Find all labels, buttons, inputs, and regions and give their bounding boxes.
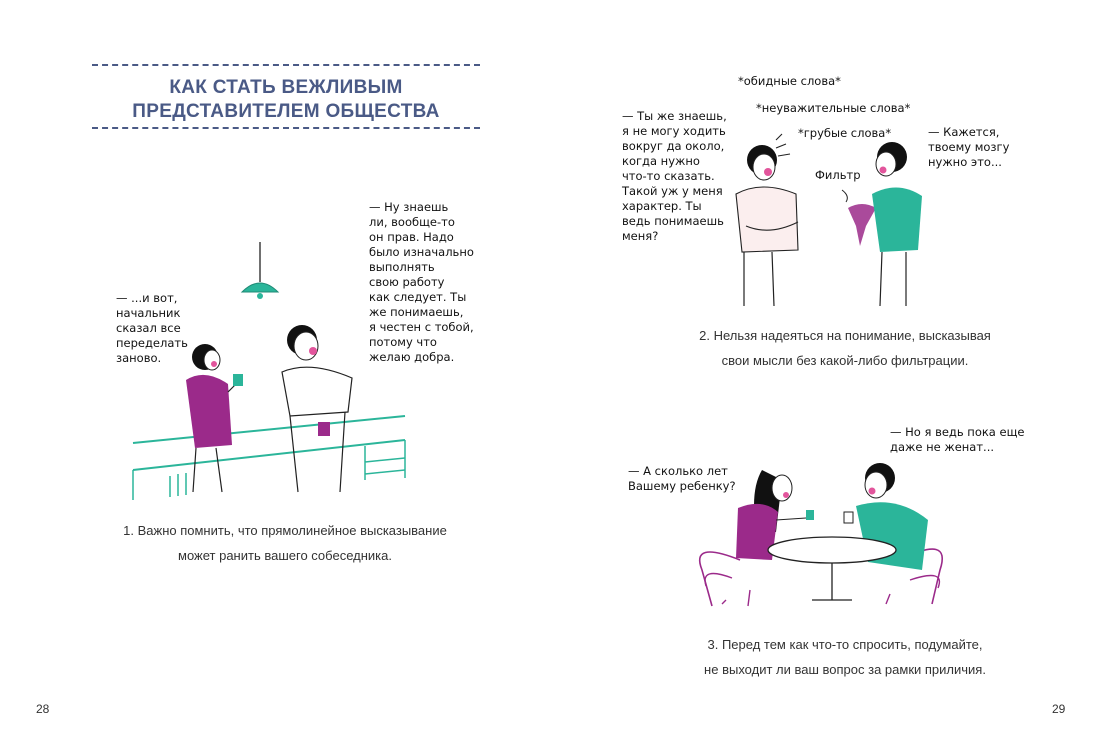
speech-line: характер. Ты [622, 199, 702, 213]
word-rude: *грубые слова* [798, 126, 892, 140]
page-number-left: 28 [36, 702, 50, 716]
speech-line: как следует. Ты [369, 290, 467, 304]
speech-line: Вашему ребенку? [628, 479, 736, 493]
speech-line: выполнять [369, 260, 435, 274]
caption-3 [640, 632, 1050, 682]
caption-line: может ранить вашего собеседника. [178, 548, 392, 563]
speech-line: — А сколько лет [628, 464, 728, 478]
speech-line: начальник [116, 306, 181, 320]
speech-line: желаю добра. [369, 350, 455, 364]
speech-line: Такой уж у меня [622, 184, 723, 198]
speech-line: — Но я ведь пока еще [890, 425, 1025, 439]
word-offensive: *обидные слова* [738, 74, 841, 88]
page-number-right: 29 [1052, 702, 1066, 716]
speech-line: меня? [622, 229, 659, 243]
word-disrespectful: *неуважительные слова* [756, 101, 911, 115]
speech-line: даже не женат... [890, 440, 995, 454]
speech-line: переделать [116, 336, 188, 350]
speech-line: свою работу [369, 275, 445, 289]
speech-line: я не могу ходить [622, 124, 726, 138]
speech-line: было изначально [369, 245, 474, 259]
speech-line: он прав. Надо [369, 230, 454, 244]
speech-line: заново. [116, 351, 162, 365]
speech-line: твоему мозгу [928, 140, 1010, 154]
caption-line: 1. Важно помнить, что прямолинейное высказывание [123, 523, 447, 538]
speech-line: когда нужно [622, 154, 700, 168]
caption-line: не выходит ли ваш вопрос за рамки приличия. [704, 662, 986, 677]
speech-line: потому что [369, 335, 437, 349]
chapter-title-line-2: ПРЕДСТАВИТЕЛЕМ ОБЩЕСТВА [132, 101, 440, 122]
speech-line: — Ну знаешь [369, 200, 449, 214]
filter-label: Фильтр [815, 168, 861, 182]
speech-line: же понимаешь, [369, 305, 464, 319]
speech-line: — Кажется, [928, 125, 1000, 139]
speech-line: я честен с тобой, [369, 320, 474, 334]
caption-line: свои мысли без какой-либо фильтрации. [721, 353, 969, 368]
caption-1 [80, 518, 490, 568]
speech-line: ли, вообще-то [369, 215, 455, 229]
speech-line: что-то сказать. [622, 169, 715, 183]
speech-line: — ...и вот, [116, 291, 178, 305]
speech-line: нужно это... [928, 155, 1002, 169]
chapter-title-line-1: КАК СТАТЬ ВЕЖЛИВЫМ [169, 77, 403, 98]
speech-line: вокруг да около, [622, 139, 725, 153]
speech-line: сказал все [116, 321, 181, 335]
speech-line: — Ты же знаешь, [622, 109, 727, 123]
right-page [550, 0, 1100, 745]
speech-line: ведь понимаешь [622, 214, 724, 228]
caption-line: 2. Нельзя надеяться на понимание, высказывая [699, 328, 991, 343]
caption-line: 3. Перед тем как что-то спросить, подумайте, [707, 637, 983, 652]
